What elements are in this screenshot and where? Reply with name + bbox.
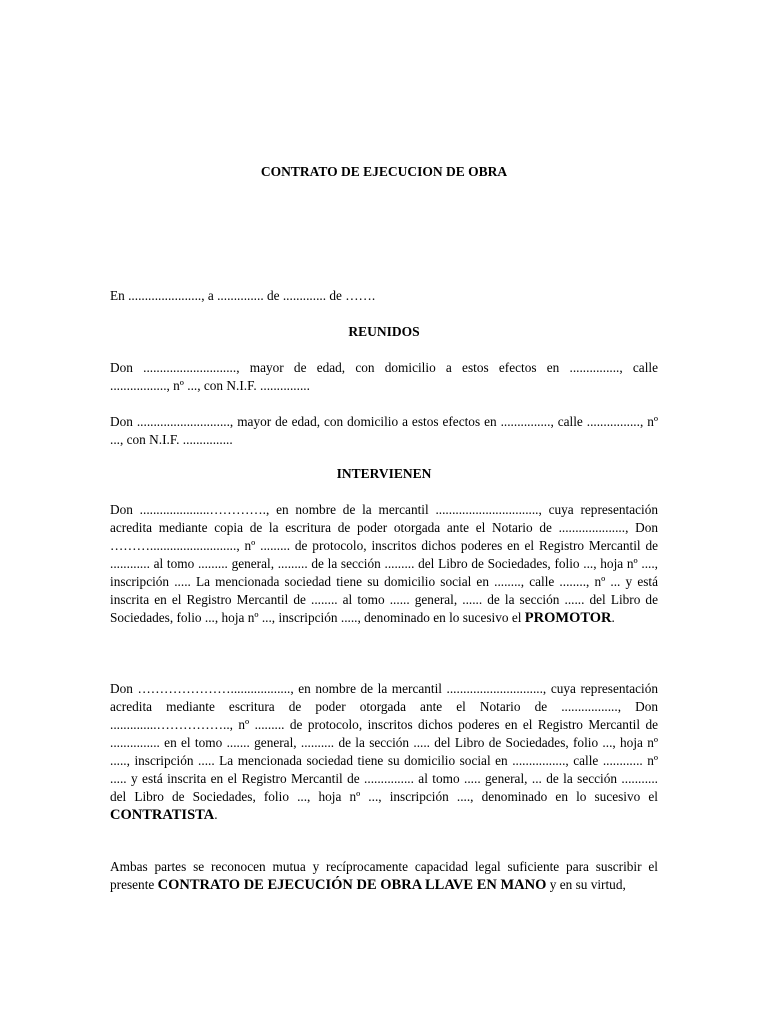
reunidos-paragraph-1	[110, 359, 658, 395]
section-heading-intervienen: INTERVIENEN	[336, 466, 432, 481]
closing-paragraph	[110, 858, 658, 894]
intervienen-paragraph-promotor	[110, 501, 658, 627]
contratista-label: CONTRATISTA	[110, 807, 215, 823]
contract-name: CONTRATO DE EJECUCIÓN DE OBRA LLAVE EN MANO	[157, 877, 547, 893]
closing-end: y en su virtud,	[549, 877, 626, 892]
reunidos-1-line-2: ................., nº ..., con N.I.F. ...............	[110, 378, 310, 393]
intervienen-1-text: Don .....................…………., en nombre de la mercantil ..............................., cuya representación acredita mediante copia de la escritura de poder otorgada ante el Notario de ...................., Don ……….........................., nº ......... de protocolo, inscritos dichos poderes en el Registro Mercantil de ............ al tomo ......... general, ......... de la sección ......... del Libro de Sociedades, folio ..., hoja nº ...., inscripción ..... La mencionada sociedad tiene su domicilio social en ........, calle ........, nº ... y está inscrita en el Registro Mercantil de ........ al tomo ...... general, ...... de la sección ...... del Libro de Sociedades, folio ..., hoja nº ..., inscripción ....., denominado en lo sucesivo el	[110, 502, 658, 625]
intervienen-2-end: .	[214, 807, 218, 822]
reunidos-1-line-1: Don ............................, mayor de edad, con domicilio a estos efectos en ..............., calle	[110, 360, 658, 375]
intervienen-paragraph-contratista	[110, 680, 658, 824]
intervienen-2-text: Don ………………….................., en nombre de la mercantil ............................., cuya representación acredita mediante escritura de poder otorgada ante el Notario de ................., Don ..............…………….., nº ......... de protocolo, inscritos dichos poderes en el Registro Mercantil de ............... en el tomo ....... general, .......... de la sección ..... del Libro de Sociedades, folio ..., hoja nº ....., inscripción ..... La mencionada sociedad tiene su domicilio social en ................, calle ............ nº ..... y está inscrita en el Registro Mercantil de ............... al tomo ..... general, ... de la sección ........... del Libro de Sociedades, folio ..., hoja nº ..., inscripción ...., denominado en lo sucesivo el	[110, 681, 658, 804]
place-date-line: En ......................, a .............. de ............. de …….	[110, 288, 376, 303]
promotor-label: PROMOTOR	[524, 610, 612, 626]
closing-text: Ambas partes se reconocen mutua y recíprocamente capacidad legal suficiente para suscribir el presente	[110, 859, 658, 892]
reunidos-paragraph-2: Don ............................, mayor de edad, con domicilio a estos efectos en ..............., calle ................, nº ..., con N.I.F. ...............	[110, 414, 658, 447]
document-title: CONTRATO DE EJECUCION DE OBRA	[260, 164, 508, 179]
intervienen-1-end: .	[611, 610, 615, 625]
section-heading-reunidos: REUNIDOS	[348, 324, 420, 339]
